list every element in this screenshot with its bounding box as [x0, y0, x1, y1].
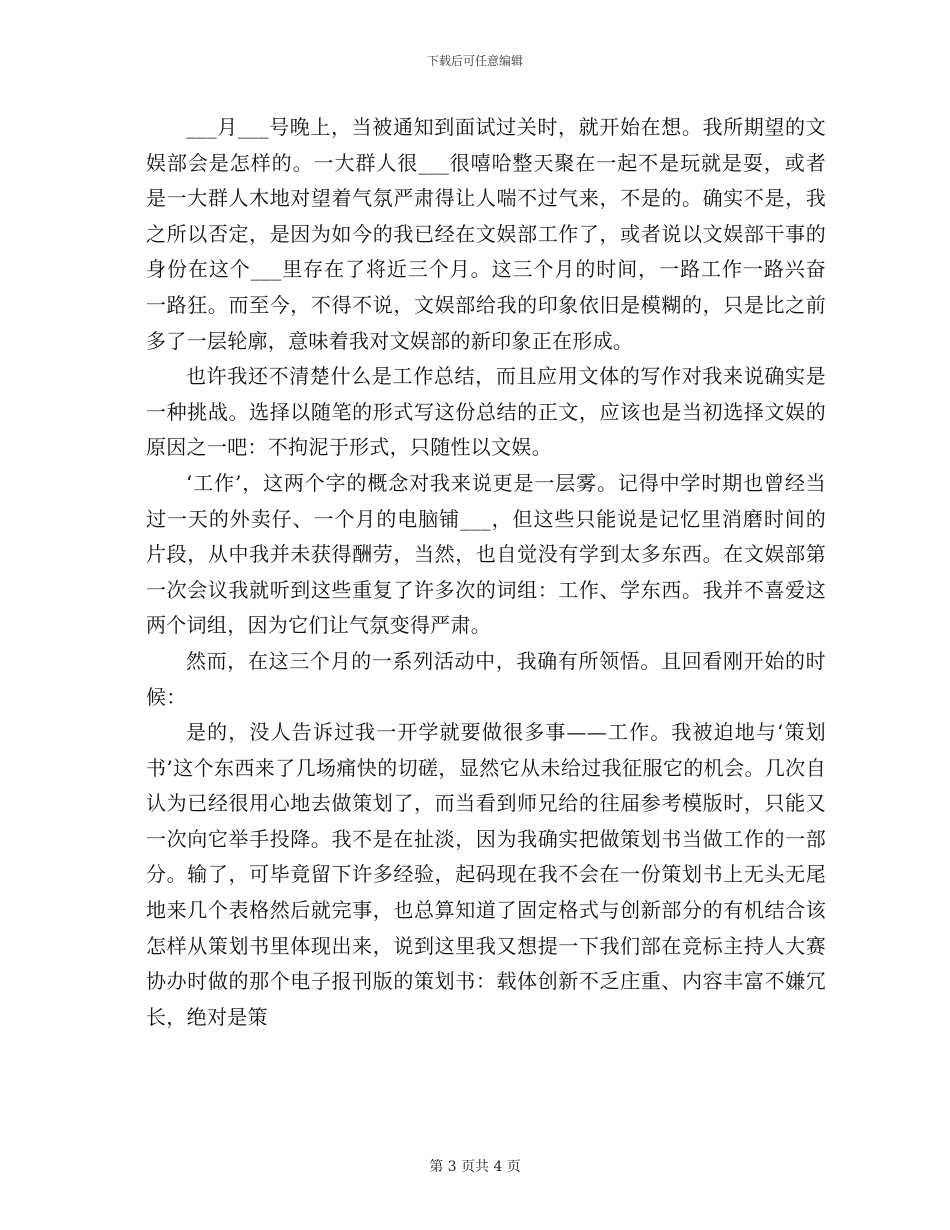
page-header: 下载后可任意编辑 — [426, 54, 523, 68]
paragraph-2: 也许我还不清楚什么是工作总结，而且应用文体的写作对我来说确实是一种挑战。选择以随笔的形式写这份总结的正文，应该也是当初选择文娱的原因之一吧：不拘泥于形式，只随性以文娱。 — [146, 364, 826, 460]
document-body — [146, 110, 826, 1035]
paragraph-3: ‘工作’，这两个字的概念对我来说更是一层雾。记得中学时期也曾经当过一天的外卖仔、一个月的电脑铺___，但这些只能说是记忆里消磨时间的片段，从中我并未获得酬劳，当然，也自觉没有学到太多东西。在文娱部第一次会议我就听到这些重复了许多次的词组：工作、学东西。我并不喜爱这两个词组，因为它们让气氛变得严肃。 — [146, 470, 826, 638]
paragraph-1: ___月___号晚上，当被通知到面试过关时，就开始在想。我所期望的文娱部会是怎样的。一大群人很___很嘻哈整天聚在一起不是玩就是耍，或者是一大群人木地对望着气氛严肃得让人喘不过气来，不是的。确实不是，我之所以否定，是因为如今的我已经在文娱部工作了，或者说以文娱部干事的身份在这个___里存在了将近三个月。这三个月的时间，一路工作一路兴奋一路狂。而至今，不得不说，文娱部给我的印象依旧是模糊的，只是比之前多了一层轮廓，意味着我对文娱部的新印象正在形成。 — [146, 115, 826, 353]
paragraph-4: 然而，在这三个月的一系列活动中，我确有所领悟。且回看刚开始的时候： — [146, 648, 826, 709]
paragraph-5: 是的，没人告诉过我一开学就要做很多事——工作。我被迫地与‘策划书’这个东西来了几场痛快的切磋，显然它从未给过我征服它的机会。几次自认为已经很用心地去做策划了，而当看到师兄给的往届参考模版时，只能又一次向它举手投降。我不是在扯淡，因为我确实把做策划书当做工作的一部分。输了，可毕竟留下许多经验，起码现在我不会在一份策划书上无头无尾地来几个表格然后就完事，也总算知道了固定格式与创新部分的有机结合该怎样从策划书里体现出来，说到这里我又想提一下我们部在竞标主持人大赛协办时做的那个电子报刊版的策划书：载体创新不乏庄重、内容丰富不嫌冗长，绝对是策 — [146, 720, 826, 1029]
page-footer: 第 3 页共 4 页 — [429, 1159, 521, 1175]
